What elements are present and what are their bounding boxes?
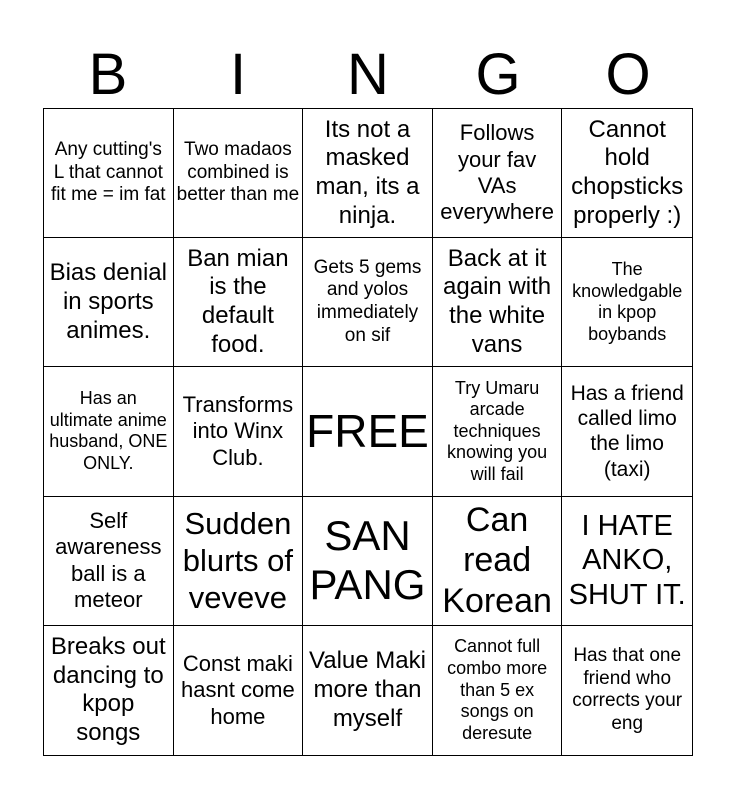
bingo-header [43,42,693,108]
cell-text: Has an ultimate anime husband, ONE ONLY. [49,388,168,474]
cell-text: Bias denial in sports animes. [49,259,167,344]
bingo-cell[interactable] [562,626,692,755]
bingo-cell[interactable] [303,626,433,755]
header-letter-g: G [475,42,521,107]
header-letter-b: B [88,42,128,107]
cell-text: Gets 5 gems and yolos immediately on sif [313,256,422,347]
bingo-cell[interactable] [44,238,174,367]
bingo-cell[interactable] [174,626,304,755]
cell-text: Has a friend called limo the limo (taxi) [570,382,684,481]
bingo-cell[interactable] [433,238,563,367]
cell-text: Breaks out dancing to kpop songs [50,632,166,747]
cell-text: Ban mian is the default food. [187,244,289,359]
cell-text: Has that one friend who corrects your eng [572,644,683,735]
free-space[interactable] [303,367,433,496]
cell-text: Value Maki more than myself [309,647,426,732]
bingo-cell[interactable] [562,109,692,238]
cell-text: Transforms into Winx Club. [182,391,294,470]
bingo-cell[interactable] [44,109,174,238]
bingo-cell[interactable] [433,626,563,755]
cell-text: FREE [306,404,429,457]
bingo-cell[interactable] [44,497,174,626]
bingo-cell[interactable] [562,238,692,367]
cell-text: Const maki hasnt come home [181,650,295,729]
bingo-cell[interactable] [303,497,433,626]
cell-text: Try Umaru arcade techniques knowing you will fail [447,377,548,484]
bingo-cell[interactable] [562,497,692,626]
cell-text: I HATE ANKO, SHUT IT. [568,509,686,612]
cell-text: Its not a masked man, its a ninja. [315,115,420,229]
bingo-cell[interactable] [174,238,304,367]
bingo-cell[interactable] [433,109,563,238]
bingo-cell[interactable] [174,497,304,626]
cell-text: Can read Korean [442,500,552,621]
bingo-cell[interactable] [433,367,563,496]
bingo-cell[interactable] [303,238,433,367]
header-letter-i: I [229,42,247,107]
bingo-cell[interactable] [44,626,174,755]
bingo-cell[interactable] [44,367,174,496]
bingo-board [43,108,693,756]
bingo-cell[interactable] [433,497,563,626]
cell-text: SAN PANG [309,512,426,608]
bingo-cell[interactable] [174,109,304,238]
cell-text: Back at it again with the white vans [443,244,552,359]
bingo-cell[interactable] [562,367,692,496]
bingo-cell[interactable] [303,109,433,238]
cell-text: Cannot full combo more than 5 ex songs on deresute [447,636,548,743]
cell-text: Cannot hold chopsticks properly :) [571,115,684,229]
cell-text: Any cutting's L that cannot fit me = im fat [51,138,166,206]
cell-text: Two madaos combined is better than me [176,138,300,206]
cell-text: Sudden blurts of veveve [182,505,294,616]
header-letter-o: O [605,42,651,107]
cell-text: Follows your fav VAs everywhere [440,120,554,225]
header-letter-n: N [347,42,389,107]
cell-text: The knowledgable in kpop boybands [572,259,683,344]
bingo-cell[interactable] [174,367,304,496]
cell-text: Self awareness ball is a meteor [55,507,162,613]
